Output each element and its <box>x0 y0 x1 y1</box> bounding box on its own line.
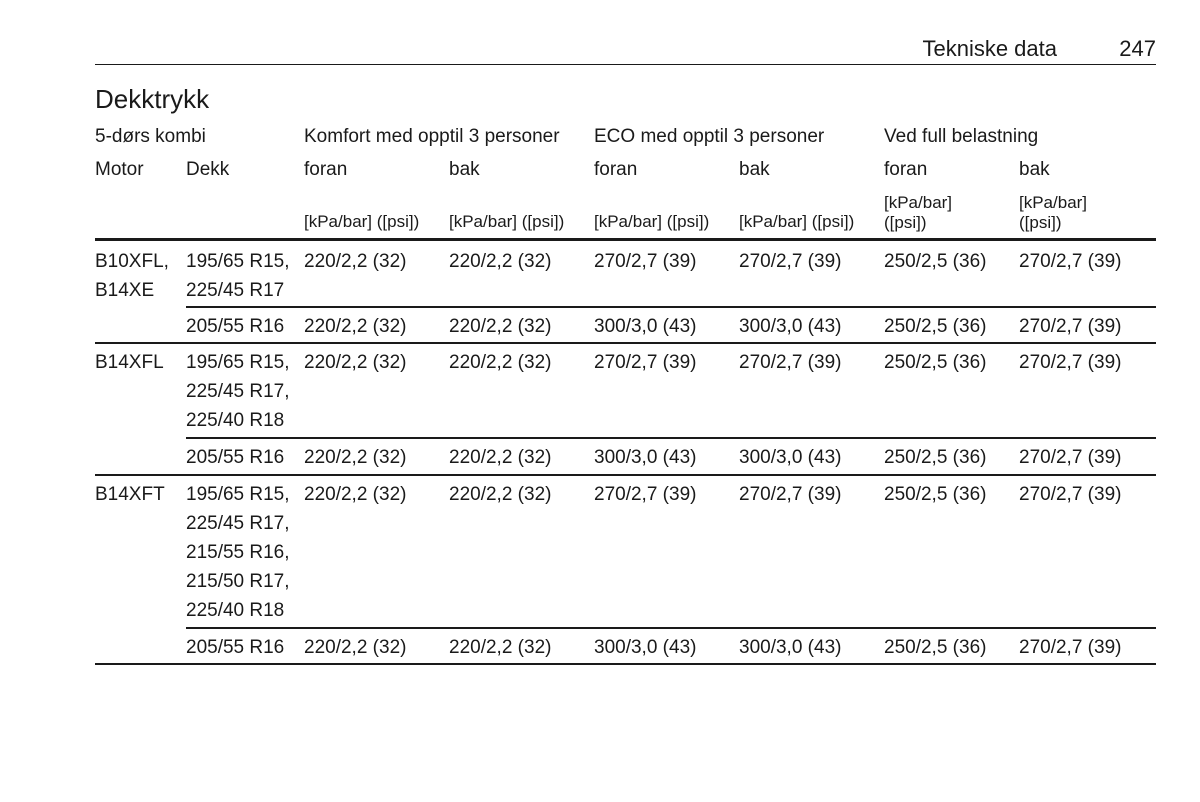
unit-label: [kPa/bar] ([psi]) <box>739 212 855 231</box>
unit-label: [kPa/bar] ([psi]) <box>594 212 710 231</box>
value-cell: 300/3,0 (43) <box>739 316 842 337</box>
value-cell: 220/2,2 (32) <box>304 251 407 272</box>
motor-cell: B14XFT <box>95 484 165 505</box>
column-header-motor: Motor <box>95 159 144 180</box>
group-header-full-load: Ved full belastning <box>884 126 1039 147</box>
subheader-front: foran <box>594 159 638 180</box>
tyre-cell: 195/65 R15, <box>186 352 290 373</box>
tyre-cell: 215/55 R16, <box>186 542 290 563</box>
subheader-rear: bak <box>739 159 770 180</box>
value-cell: 270/2,7 (39) <box>1019 484 1122 505</box>
column-header-tyre: Dekk <box>186 159 230 180</box>
subheader-rear: bak <box>449 159 480 180</box>
table-bottom-rule <box>95 663 1156 665</box>
value-cell: 220/2,2 (32) <box>449 316 552 337</box>
value-cell: 220/2,2 (32) <box>304 637 407 658</box>
value-cell: 270/2,7 (39) <box>739 484 842 505</box>
value-cell: 250/2,5 (36) <box>884 484 987 505</box>
tyre-cell: 225/45 R17, <box>186 381 290 402</box>
value-cell: 270/2,7 (39) <box>739 352 842 373</box>
value-cell: 270/2,7 (39) <box>594 352 697 373</box>
row-divider <box>186 437 1156 439</box>
unit-label-line2: ([psi]) <box>884 213 927 232</box>
value-cell: 220/2,2 (32) <box>449 447 552 468</box>
value-cell: 270/2,7 (39) <box>594 251 697 272</box>
unit-label-line1: [kPa/bar] <box>1019 193 1088 212</box>
value-cell: 250/2,5 (36) <box>884 251 987 272</box>
tyre-cell: 195/65 R15, <box>186 251 290 272</box>
unit-label: [kPa/bar] ([psi]) <box>449 212 565 231</box>
value-cell: 250/2,5 (36) <box>884 316 987 337</box>
value-cell: 220/2,2 (32) <box>304 352 407 373</box>
value-cell: 300/3,0 (43) <box>594 447 697 468</box>
value-cell: 220/2,2 (32) <box>449 352 552 373</box>
tyre-cell: 225/40 R18 <box>186 410 285 431</box>
tyre-cell: 205/55 R16 <box>186 637 285 658</box>
value-cell: 270/2,7 (39) <box>1019 316 1122 337</box>
value-cell: 220/2,2 (32) <box>304 447 407 468</box>
value-cell: 250/2,5 (36) <box>884 637 987 658</box>
value-cell: 220/2,2 (32) <box>304 316 407 337</box>
group-divider <box>95 474 1156 476</box>
value-cell: 220/2,2 (32) <box>449 251 552 272</box>
value-cell: 270/2,7 (39) <box>1019 637 1122 658</box>
tyre-cell: 225/40 R18 <box>186 600 285 621</box>
subheader-rear: bak <box>1019 159 1050 180</box>
motor-cell: B10XFL, <box>95 251 169 272</box>
tyre-cell: 195/65 R15, <box>186 484 290 505</box>
value-cell: 300/3,0 (43) <box>739 447 842 468</box>
value-cell: 270/2,7 (39) <box>1019 352 1122 373</box>
value-cell: 270/2,7 (39) <box>1019 251 1122 272</box>
value-cell: 250/2,5 (36) <box>884 352 987 373</box>
tyre-cell: 215/50 R17, <box>186 571 290 592</box>
value-cell: 220/2,2 (32) <box>304 484 407 505</box>
group-header-komfort: Komfort med opptil 3 personer <box>304 126 560 147</box>
running-header <box>95 30 1156 65</box>
body-type-label: 5-dørs kombi <box>95 126 206 147</box>
value-cell: 270/2,7 (39) <box>739 251 842 272</box>
row-divider <box>186 306 1156 308</box>
tyre-cell: 205/55 R16 <box>186 316 285 337</box>
page-title: Dekktrykk <box>95 84 210 114</box>
group-header-eco: ECO med opptil 3 personer <box>594 126 825 147</box>
value-cell: 300/3,0 (43) <box>594 316 697 337</box>
tyre-cell: 225/45 R17, <box>186 513 290 534</box>
motor-cell: B14XFL <box>95 352 164 373</box>
unit-label: [kPa/bar] ([psi]) <box>304 212 420 231</box>
value-cell: 270/2,7 (39) <box>594 484 697 505</box>
unit-label-line2: ([psi]) <box>1019 213 1062 232</box>
page-number: 247 <box>1119 36 1156 61</box>
value-cell: 220/2,2 (32) <box>449 484 552 505</box>
tyre-cell: 225/45 R17 <box>186 280 285 301</box>
value-cell: 250/2,5 (36) <box>884 447 987 468</box>
value-cell: 300/3,0 (43) <box>739 637 842 658</box>
motor-cell: B14XE <box>95 280 155 301</box>
subheader-front: foran <box>304 159 348 180</box>
value-cell: 270/2,7 (39) <box>1019 447 1122 468</box>
section-title: Tekniske data <box>922 36 1057 61</box>
tyre-cell: 205/55 R16 <box>186 447 285 468</box>
header-rule <box>95 238 1156 241</box>
value-cell: 220/2,2 (32) <box>449 637 552 658</box>
value-cell: 300/3,0 (43) <box>594 637 697 658</box>
row-divider <box>186 627 1156 629</box>
subheader-front: foran <box>884 159 928 180</box>
unit-label-line1: [kPa/bar] <box>884 193 953 212</box>
group-divider <box>95 342 1156 344</box>
